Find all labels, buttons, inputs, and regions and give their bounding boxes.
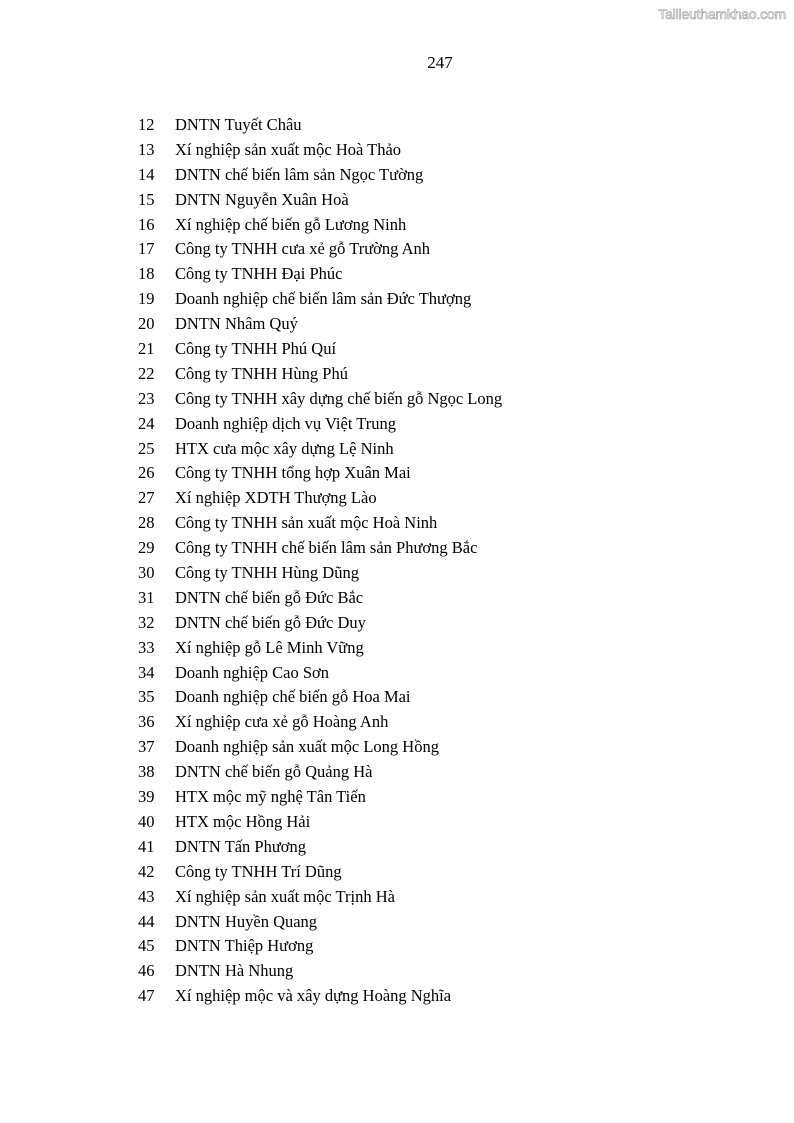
list-item [138,238,502,263]
item-name: DNTN Huyền Quang [175,911,318,931]
item-name: Xí nghiệp gỗ Lê Minh Vững [175,637,364,657]
list-item [138,836,502,861]
item-number: 42 [138,861,155,881]
item-name: Công ty TNHH Đại Phúc [175,264,343,284]
list-item [138,413,502,438]
list-item [138,562,502,587]
item-name: Công ty TNHH sản xuất mộc Hoà Ninh [175,513,438,533]
list-item [138,487,502,512]
item-name: Công ty TNHH cưa xẻ gỗ Trường Anh [175,239,431,259]
list-item [138,886,502,911]
item-name: Công ty TNHH xây dựng chế biến gỗ Ngọc Long [175,388,503,408]
item-number: 27 [138,488,155,508]
item-number: 24 [138,413,155,433]
item-number: 13 [138,139,155,159]
item-number: 45 [138,936,155,956]
item-number: 36 [138,712,155,732]
item-name: Doanh nghiệp Cao Sơn [175,662,330,682]
item-number: 44 [138,911,155,931]
item-name: DNTN Hà Nhung [175,961,294,981]
item-number: 26 [138,463,155,483]
item-name: DNTN Nguyễn Xuân Hoà [175,189,349,209]
item-name: Xí nghiệp chế biến gỗ Lương Ninh [175,214,407,234]
item-name: HTX mộc Hồng Hải [175,811,311,831]
item-number: 32 [138,612,155,632]
item-name: Công ty TNHH Hùng Phú [175,363,348,383]
item-name: DNTN chế biến gỗ Đức Duy [175,612,366,632]
list-item [138,537,502,562]
list-item [138,338,502,363]
list-item [138,214,502,239]
item-name: Công ty TNHH tổng hợp Xuân Mai [175,463,411,483]
item-number: 23 [138,388,155,408]
list-item [138,960,502,985]
item-name: Công ty TNHH Phú Quí [175,339,337,359]
item-number: 35 [138,687,155,707]
list-item [138,637,502,662]
item-name: HTX cưa mộc xây dựng Lệ Ninh [175,438,394,458]
item-number: 21 [138,339,155,359]
item-name: DNTN chế biến lâm sản Ngọc Tường [175,164,424,184]
page-number: 247 [427,53,453,72]
list-item [138,288,502,313]
item-number: 15 [138,189,155,209]
list-item [138,388,502,413]
list-item [138,139,502,164]
list-item [138,462,502,487]
item-name: Công ty TNHH Trí Dũng [175,861,342,881]
item-number: 16 [138,214,155,234]
item-number: 31 [138,587,155,607]
item-number: 20 [138,314,155,334]
list-item [138,263,502,288]
list-item [138,761,502,786]
item-name: Xí nghiệp XDTH Thượng Lào [175,488,377,508]
item-number: 46 [138,961,155,981]
item-number: 29 [138,538,155,558]
list-item [138,612,502,637]
list-item [138,686,502,711]
item-name: Doanh nghiệp dịch vụ Việt Trung [175,413,396,433]
item-number: 40 [138,811,155,831]
list-item [138,114,502,139]
item-number: 14 [138,164,155,184]
list-item [138,587,502,612]
list-item [138,438,502,463]
item-name: DNTN Thiệp Hương [175,936,314,956]
item-number: 17 [138,239,155,259]
list-item [138,811,502,836]
item-name: HTX mộc mỹ nghệ Tân Tiến [175,787,366,807]
item-name: Doanh nghiệp chế biến gỗ Hoa Mai [175,687,411,707]
list-item [138,736,502,761]
item-number: 18 [138,264,155,284]
item-number: 33 [138,637,155,657]
item-number: 28 [138,513,155,533]
list-item [138,985,502,1010]
item-number: 25 [138,438,155,458]
item-name: DNTN Tuyết Châu [175,115,302,134]
list-item [138,935,502,960]
item-name: DNTN chế biến gỗ Đức Bắc [175,587,364,607]
list-item [138,711,502,736]
item-name: DNTN Tấn Phương [175,836,307,856]
item-name: Xí nghiệp sản xuất mộc Trịnh Hà [175,886,395,906]
list-item [138,662,502,687]
item-number: 34 [138,662,155,682]
list-item [138,363,502,388]
item-number: 47 [138,986,155,1006]
item-name: Công ty TNHH chế biến lâm sản Phương Bắc [175,538,478,558]
item-name: Xí nghiệp mộc và xây dựng Hoàng Nghĩa [175,986,452,1006]
item-name: Công ty TNHH Hùng Dũng [175,563,359,583]
item-name: Doanh nghiệp sản xuất mộc Long Hồng [175,737,439,757]
watermark: Tailieuthamkhao.com [658,6,786,22]
enterprise-list [138,114,502,1010]
item-number: 41 [138,836,155,856]
item-number: 19 [138,289,155,309]
list-item [138,164,502,189]
item-number: 30 [138,563,155,583]
list-item [138,861,502,886]
item-name: Doanh nghiệp chế biến lâm sản Đức Thượng [175,289,472,309]
list-item [138,189,502,214]
item-name: DNTN chế biến gỗ Quảng Hà [175,762,373,782]
item-name: Xí nghiệp cưa xẻ gỗ Hoàng Anh [175,712,389,732]
item-name: DNTN Nhâm Quý [175,314,298,334]
list-item [138,313,502,338]
item-name: Xí nghiệp sản xuất mộc Hoà Thảo [175,139,402,159]
item-number: 12 [138,115,155,134]
item-number: 38 [138,762,155,782]
item-number: 39 [138,787,155,807]
item-number: 22 [138,363,155,383]
list-item [138,786,502,811]
item-number: 37 [138,737,155,757]
item-number: 43 [138,886,155,906]
list-item [138,911,502,936]
list-item [138,512,502,537]
